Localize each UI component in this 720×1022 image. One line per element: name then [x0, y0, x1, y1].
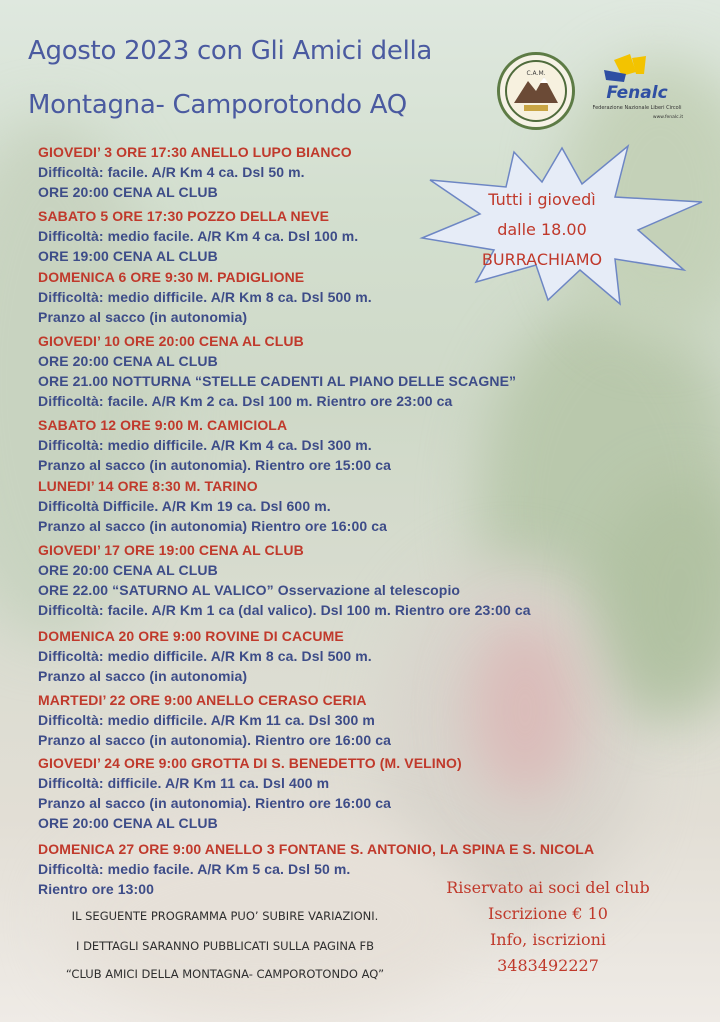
event-detail: Rientro ore 13:00	[38, 881, 155, 897]
callout-line-1: Tutti i giovedì	[488, 190, 596, 209]
page-title-line-2: Montagna- Camporotondo AQ	[28, 90, 407, 120]
callout-line-2: dalle 18.00	[497, 220, 587, 239]
event-heading: DOMENICA 6 ORE 9:30 M. PADIGLIONE	[38, 269, 305, 285]
event-detail: ORE 20:00 CENA AL CLUB	[38, 562, 218, 578]
event-detail: Pranzo al sacco (in autonomia) Rientro ore 16:00 ca	[38, 518, 387, 534]
event-detail: Difficoltà: medio difficile. A/R Km 8 ca. Dsl 500 m.	[38, 289, 372, 305]
event-detail: ORE 20:00 CENA AL CLUB	[38, 815, 218, 831]
fenalc-logo-url: www.fenalc.it	[652, 115, 684, 120]
event-detail: Pranzo al sacco (in autonomia). Rientro ore 16:00 ca	[38, 732, 391, 748]
reserved-line-2: Iscrizione € 10	[488, 904, 608, 923]
callout-line-3: BURRACHIAMO	[481, 250, 603, 269]
event-heading: GIOVEDI’ 24 ORE 9:00 GROTTA DI S. BENEDETTO (M. VELINO)	[38, 755, 462, 771]
club-logo	[497, 52, 575, 130]
event-detail: Difficoltà: medio difficile. A/R Km 11 ca. Dsl 300 m	[38, 712, 375, 728]
event-detail: Pranzo al sacco (in autonomia)	[38, 668, 248, 684]
page-title-line-1: Agosto 2023 con Gli Amici della	[28, 36, 433, 66]
event-heading: SABATO 5 ORE 17:30 POZZO DELLA NEVE	[38, 208, 330, 224]
event-detail: ORE 21.00 NOTTURNA “STELLE CADENTI AL PIANO DELLE SCAGNE”	[38, 373, 517, 389]
event-detail: Difficoltà: medio difficile. A/R Km 8 ca. Dsl 500 m.	[38, 648, 372, 664]
event-detail: Difficoltà: facile. A/R Km 2 ca. Dsl 100 m. Rientro ore 23:00 ca	[38, 393, 453, 409]
event-heading: DOMENICA 20 ORE 9:00 ROVINE DI CACUME	[38, 628, 344, 644]
event-detail: Pranzo al sacco (in autonomia). Rientro ore 16:00 ca	[38, 795, 391, 811]
fenalc-logo	[584, 52, 690, 124]
notice-line-1: IL SEGUENTE PROGRAMMA PUO’ SUBIRE VARIAZIONI.	[71, 909, 379, 923]
event-detail: Difficoltà Difficile. A/R Km 19 ca. Dsl 600 m.	[38, 498, 331, 514]
reserved-phone: 3483492227	[497, 956, 599, 975]
reserved-line-1: Riservato ai soci del club	[446, 878, 650, 897]
event-detail: Difficoltà: difficile. A/R Km 11 ca. Dsl 400 m	[38, 775, 330, 791]
event-detail: Difficoltà: medio facile. A/R Km 5 ca. Dsl 50 m.	[38, 861, 351, 877]
event-detail: Difficoltà: facile. A/R Km 4 ca. Dsl 50 m.	[38, 164, 305, 180]
event-heading: LUNEDI’ 14 ORE 8:30 M. TARINO	[38, 478, 258, 494]
event-detail: Difficoltà: facile. A/R Km 1 ca (dal valico). Dsl 100 m. Rientro ore 23:00 ca	[38, 602, 531, 618]
event-heading: GIOVEDI’ 3 ORE 17:30 ANELLO LUPO BIANCO	[38, 144, 352, 160]
event-detail: Difficoltà: medio facile. A/R Km 4 ca. Dsl 100 m.	[38, 228, 359, 244]
fenalc-logo-name: Fenalc	[606, 83, 668, 103]
reserved-line-3: Info, iscrizioni	[489, 930, 606, 949]
club-logo-initials: C.A.M.	[526, 70, 546, 77]
fenalc-logo-subtitle: Federazione Nazionale Liberi Circoli	[592, 105, 682, 111]
event-detail: ORE 19:00 CENA AL CLUB	[38, 248, 218, 264]
event-detail: Pranzo al sacco (in autonomia)	[38, 309, 248, 325]
event-heading: MARTEDI’ 22 ORE 9:00 ANELLO CERASO CERIA	[38, 692, 367, 708]
event-heading: DOMENICA 27 ORE 9:00 ANELLO 3 FONTANE S. ANTONIO, LA SPINA E S. NICOLA	[38, 841, 595, 857]
event-detail: ORE 20:00 CENA AL CLUB	[38, 353, 218, 369]
event-detail: ORE 22.00 “SATURNO AL VALICO” Osservazione al telescopio	[38, 582, 461, 598]
event-heading: SABATO 12 ORE 9:00 M. CAMICIOLA	[38, 417, 288, 433]
notice-line-2: I DETTAGLI SARANNO PUBBLICATI SULLA PAGINA FB	[76, 939, 374, 953]
notice-line-3: “CLUB AMICI DELLA MONTAGNA- CAMPOROTONDO AQ”	[65, 967, 385, 981]
event-heading: GIOVEDI’ 17 ORE 19:00 CENA AL CLUB	[38, 542, 304, 558]
event-detail: ORE 20:00 CENA AL CLUB	[38, 184, 218, 200]
event-detail: Difficoltà: medio difficile. A/R Km 4 ca. Dsl 300 m.	[38, 437, 372, 453]
event-detail: Pranzo al sacco (in autonomia). Rientro ore 15:00 ca	[38, 457, 391, 473]
event-heading: GIOVEDI’ 10 ORE 20:00 CENA AL CLUB	[38, 333, 304, 349]
